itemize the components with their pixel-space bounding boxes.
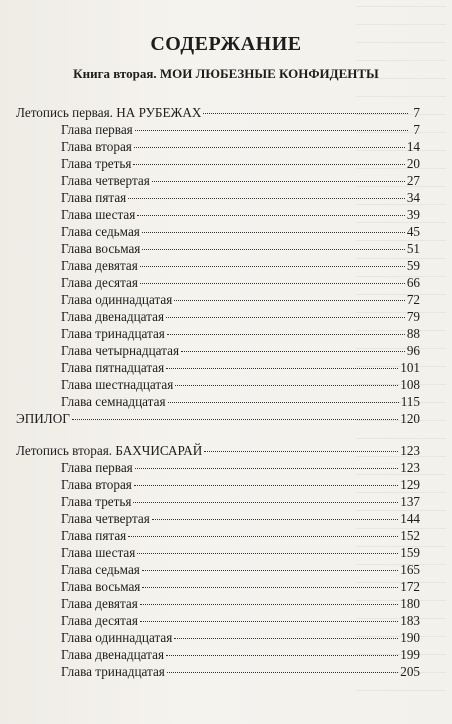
toc-entry-label: Глава пятая <box>61 528 127 543</box>
toc-page-number: 123 <box>400 443 420 458</box>
toc-chapter-row <box>16 189 420 206</box>
toc-chapter-row <box>16 544 420 561</box>
leader-dots <box>140 621 398 622</box>
toc-entry-label: Глава четырнадцатая <box>61 343 180 358</box>
toc-chapter-row <box>16 493 420 510</box>
page-title: СОДЕРЖАНИЕ <box>150 33 302 55</box>
toc-entry-label: Глава седьмая <box>61 224 140 239</box>
toc-section-row <box>16 104 420 121</box>
leader-dots <box>134 147 405 148</box>
toc-chapter-row <box>16 376 420 393</box>
toc-chapter-row <box>16 578 420 595</box>
table-of-contents <box>16 104 420 680</box>
toc-page-number: 129 <box>400 477 420 492</box>
leader-dots <box>167 672 398 673</box>
toc-entry-label: Глава четвертая <box>61 511 150 526</box>
toc-chapter-row <box>16 240 420 257</box>
toc-chapter-row <box>16 257 420 274</box>
toc-page-number: 39 <box>406 207 420 222</box>
toc-chapter-row <box>16 663 420 680</box>
toc-chapter-row <box>16 612 420 629</box>
toc-section-row <box>16 442 420 459</box>
toc-chapter-row <box>16 138 420 155</box>
leader-dots <box>133 164 404 165</box>
toc-entry-label: Глава третья <box>61 494 132 509</box>
toc-page-number: 66 <box>406 275 420 290</box>
toc-entry-label: Глава шестая <box>61 207 136 222</box>
toc-chapter-row <box>16 646 420 663</box>
leader-dots <box>181 351 405 352</box>
toc-entry-label: Глава пятая <box>61 190 127 205</box>
toc-chapter-row <box>16 561 420 578</box>
toc-section-row <box>16 410 420 427</box>
toc-page-number: 27 <box>406 173 420 188</box>
toc-page-number: 14 <box>406 139 420 154</box>
toc-entry-label: Глава восьмая <box>61 579 141 594</box>
toc-entry-label: Глава тринадцатая <box>61 326 165 341</box>
leader-dots <box>166 368 398 369</box>
leader-dots <box>140 283 405 284</box>
toc-chapter-row <box>16 291 420 308</box>
toc-page-number: 172 <box>400 579 420 594</box>
toc-entry-label: Глава девятая <box>61 258 138 273</box>
toc-page-number: 159 <box>400 545 420 560</box>
toc-entry-label: Глава девятая <box>61 596 138 611</box>
toc-entry-label: Летопись первая. НА РУБЕЖАХ <box>16 105 202 120</box>
toc-page-number: 7 <box>413 122 420 137</box>
toc-page-number: 72 <box>406 292 420 307</box>
toc-entry-label: Глава первая <box>61 122 133 137</box>
toc-chapter-row <box>16 510 420 527</box>
toc-entry-label: Глава одиннадцатая <box>61 630 173 645</box>
leader-dots <box>142 587 398 588</box>
leader-dots <box>140 266 405 267</box>
leader-dots <box>137 553 398 554</box>
toc-chapter-row <box>16 459 420 476</box>
toc-chapter-row <box>16 476 420 493</box>
toc-entry-label: Глава десятая <box>61 275 138 290</box>
toc-entry-label: Глава пятнадцатая <box>61 360 165 375</box>
toc-page-number: 7 <box>413 105 420 120</box>
toc-page-number: 152 <box>400 528 420 543</box>
toc-entry-label: Глава десятая <box>61 613 138 628</box>
toc-entry-label: Глава первая <box>61 460 133 475</box>
toc-entry-label: Глава вторая <box>61 139 132 154</box>
toc-chapter-row <box>16 595 420 612</box>
toc-page-number: 34 <box>406 190 420 205</box>
leader-dots <box>174 300 404 301</box>
toc-page-number: 108 <box>400 377 420 392</box>
toc-page-number: 79 <box>406 309 420 324</box>
toc-entry-label: Глава тринадцатая <box>61 664 165 679</box>
toc-page-number: 183 <box>400 613 420 628</box>
toc-entry-label: Глава шестнадцатая <box>61 377 174 392</box>
leader-dots <box>133 502 398 503</box>
toc-chapter-row <box>16 308 420 325</box>
toc-chapter-row <box>16 359 420 376</box>
leader-dots <box>134 485 398 486</box>
leader-dots <box>140 604 398 605</box>
leader-dots <box>152 519 398 520</box>
leader-dots <box>168 402 399 403</box>
leader-dots <box>167 334 405 335</box>
toc-page-number: 199 <box>400 647 420 662</box>
toc-entry-label: ЭПИЛОГ <box>16 411 70 426</box>
leader-dots <box>142 570 398 571</box>
toc-page-number: 137 <box>400 494 420 509</box>
toc-chapter-row <box>16 155 420 172</box>
toc-entry-label: Глава семнадцатая <box>61 394 166 409</box>
toc-chapter-row <box>16 274 420 291</box>
toc-chapter-row <box>16 206 420 223</box>
toc-page-number: 45 <box>406 224 420 239</box>
toc-page-number: 123 <box>400 460 420 475</box>
leader-dots <box>166 317 405 318</box>
toc-entry-label: Летопись вторая. БАХЧИСАРАЙ <box>16 443 203 458</box>
toc-chapter-row <box>16 629 420 646</box>
toc-page-number: 144 <box>400 511 420 526</box>
leader-dots <box>137 215 405 216</box>
toc-chapter-row <box>16 393 420 410</box>
toc-page-number: 88 <box>406 326 420 341</box>
toc-page-number: 59 <box>406 258 420 273</box>
toc-entry-label: Глава шестая <box>61 545 136 560</box>
toc-entry-label: Глава двенадцатая <box>61 309 165 324</box>
toc-page-number: 101 <box>400 360 420 375</box>
leader-dots <box>204 451 398 452</box>
toc-chapter-row <box>16 121 420 138</box>
leader-dots <box>142 249 404 250</box>
section-gap <box>16 427 420 442</box>
toc-page-number: 205 <box>400 664 420 679</box>
toc-entry-label: Глава вторая <box>61 477 132 492</box>
toc-entry-label: Глава седьмая <box>61 562 140 577</box>
toc-page-number: 115 <box>400 394 420 409</box>
toc-chapter-row <box>16 342 420 359</box>
leader-dots <box>203 113 408 114</box>
toc-entry-label: Глава третья <box>61 156 132 171</box>
leader-dots <box>72 419 398 420</box>
toc-entry-label: Глава двенадцатая <box>61 647 165 662</box>
leader-dots <box>152 181 405 182</box>
book-subtitle: Книга вторая. МОИ ЛЮБЕЗНЫЕ КОНФИДЕНТЫ <box>73 66 379 81</box>
toc-page-number: 165 <box>400 562 420 577</box>
leader-dots <box>175 385 398 386</box>
toc-page-number: 20 <box>406 156 420 171</box>
toc-chapter-row <box>16 172 420 189</box>
leader-dots <box>174 638 398 639</box>
toc-entry-label: Глава восьмая <box>61 241 141 256</box>
toc-entry-label: Глава одиннадцатая <box>61 292 173 307</box>
leader-dots <box>135 130 408 131</box>
toc-chapter-row <box>16 325 420 342</box>
toc-page-number: 180 <box>400 596 420 611</box>
toc-entry-label: Глава четвертая <box>61 173 150 188</box>
leader-dots <box>128 198 405 199</box>
leader-dots <box>135 468 398 469</box>
toc-page-number: 96 <box>406 343 420 358</box>
leader-dots <box>142 232 405 233</box>
toc-chapter-row <box>16 527 420 544</box>
toc-page-number: 51 <box>406 241 420 256</box>
toc-page-number: 120 <box>400 411 420 426</box>
leader-dots <box>166 655 398 656</box>
toc-page-number: 190 <box>400 630 420 645</box>
leader-dots <box>128 536 398 537</box>
toc-chapter-row <box>16 223 420 240</box>
